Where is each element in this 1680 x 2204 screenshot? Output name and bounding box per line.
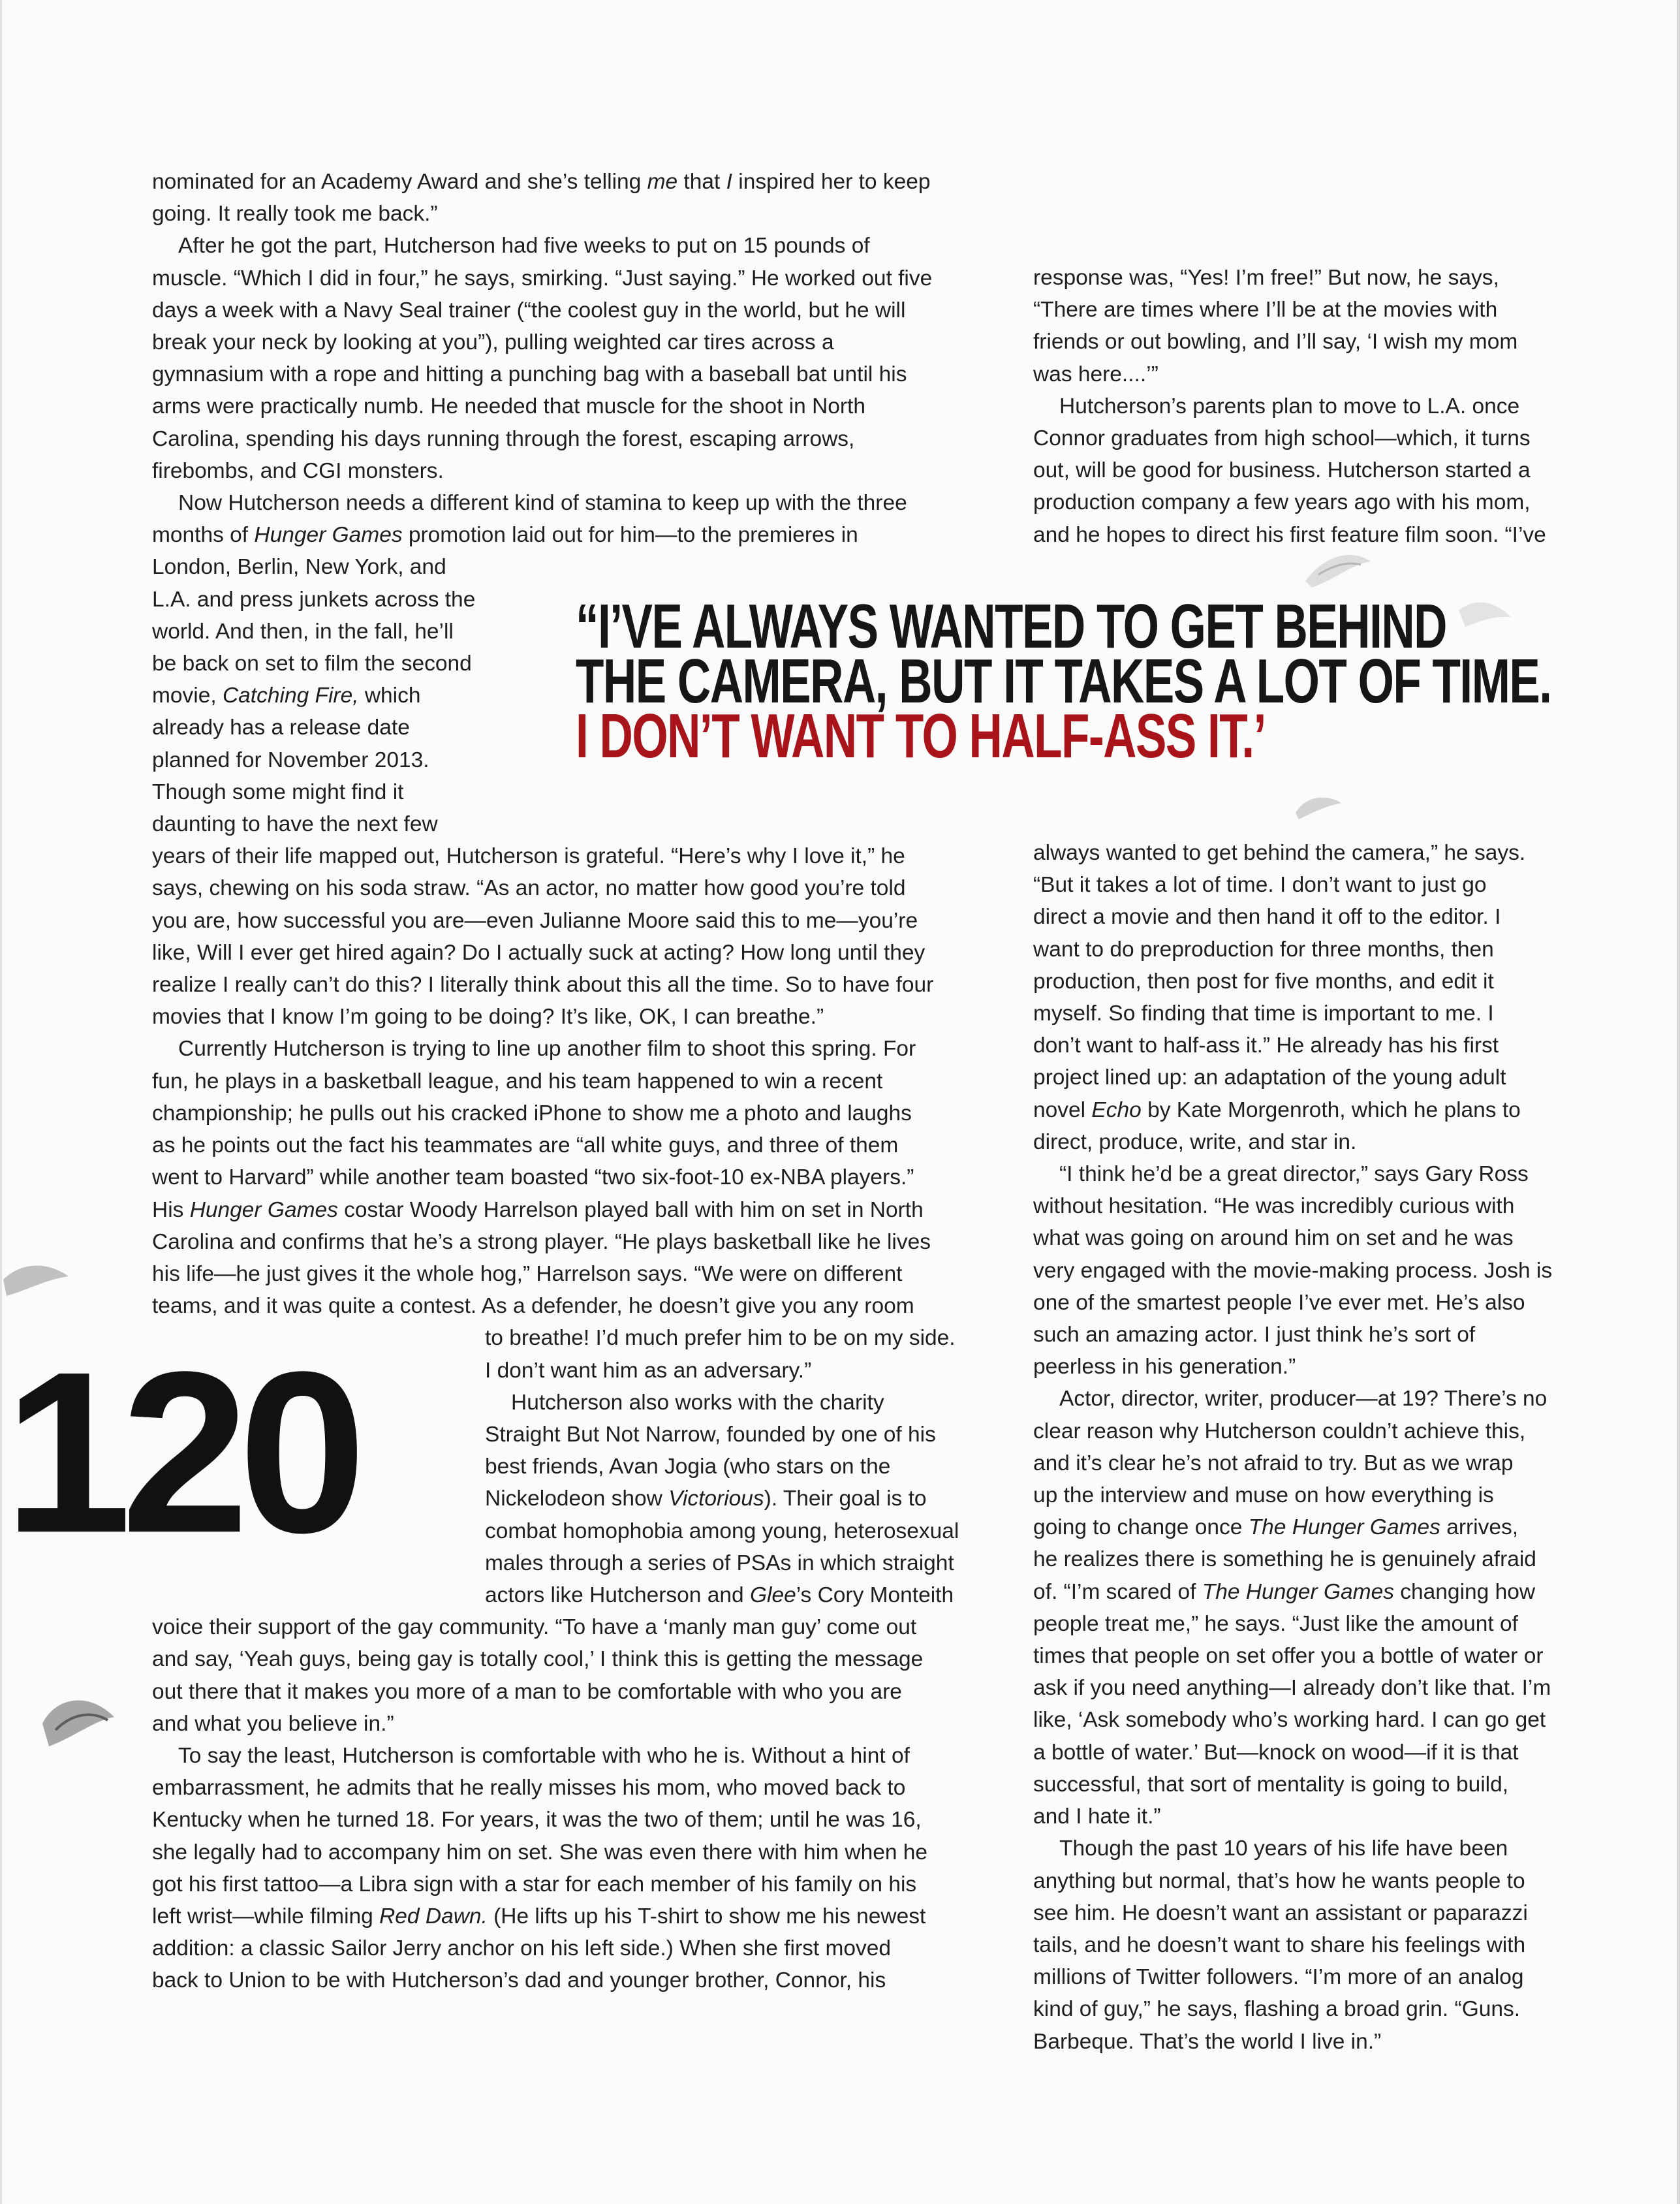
pull-quote-line-1: “I’VE ALWAYS WANTED TO GET BEHIND [576,591,1446,661]
left-column [152,166,1014,1997]
page-right-edge [1677,0,1680,2204]
right-bottom-paragraph-3: Actor, director, writer, producer—at 19? There’s no clear reason why Hutcherson couldn’t achieve this, and it’s clear he’s not afraid to try. But as we wrap up the interview and muse on how everything is going to change once The Hunger Games arrives, he realizes there is something he is genuinely afraid of. “I’m scared of The Hunger Games changing how people treat me,” he says. “Just like the amount of times that people on set offer you a bottle of water or ask if you need anything—I already don’t like that. I’m like, ‘Ask somebody who’s working hard. I can go get a bottle of water.’ But—knock on wood—if it is that successful, that sort of mentality is going to build, and I hate it.” [1033,1387,1551,1829]
right-bottom-paragraph-2: “I think he’d be a great director,” says Gary Ross without hesitation. “He was incredibly curious with what was going on around him on set and he was very engaged with the movie-making process. Josh is one of the smartest people I’ve ever met. He’s also such an amazing actor. I just think he’s sort of peerless in his generation.” [1033,1162,1553,1379]
feather-smudge-3 [1292,787,1345,826]
left-paragraph-1: nominated for an Academy Award and she’s telling me that I inspired her to keep going. It really took me back.” [152,170,931,227]
left-paragraph-3: Now Hutcherson needs a different kind of stamina to keep up with the three months of Hunger Games promotion laid out for him—to the premieres in London, Berlin, New York, and L.A. and press junkets across the world. And then, in the fall, he’ll be back on set to film the second movie, Catching Fire, which already has a release date planned for November 2013. Though some might find it daunting to have the next few years of their life mapped out, Hutcherson is grateful. “Here’s why I love it,” he says, chewing on his soda straw. “As an actor, no matter how good you’re told you are, how successful you are—even Julianne Moore said this to me—you’re like, Will I ever get hired again? Do I actually suck at acting? How long until they realize I really can’t do this? I literally think about this all the time. So to have four movies that I know I’m going to be doing? It’s like, OK, I can breathe.” [152,491,934,1030]
page-left-edge [0,0,2,2204]
feather-smudge-4 [0,1257,72,1302]
left-paragraph-5: Hutcherson also works with the charity Straight But Not Narrow, founded by one of his best friends, Avan Jogia (who stars on the Nickelodeon show Victorious). Their goal is to combat homophobia among young, heterosexual males through a series of PSAs in which straight actors like Hutcherson and Glee’s Cory Monteith voice their support of the gay community. “To have a ‘manly man guy’ come out and say, ‘Yeah guys, being gay is totally cool,’ I think this is getting the message out there that it makes you more of a man to be comfortable with who you are and what you believe in.” [152,1390,959,1736]
left-paragraph-4: Currently Hutcherson is trying to line up another film to shoot this spring. For fun, he plays in a basketball league, and his team happened to win a recent championship; he pulls out his cracked iPhone to show me a photo and laughs as he points out the fact his teammates are “all white guys, and three of them went to Harvard” while another team boasted “two six-foot-10 ex-NBA players.” His Hunger Games costar Woody Harrelson played ball with him on set in North Carolina and confirms that he’s a strong player. “He plays basketball like he lives his life—he just gives it the whole hog,” Harrelson says. “We were on different teams, and it was quite a contest. As a defender, he doesn’t give you any room to breathe! I’d much prefer him to be on my side. I don’t want him as an adversary.” [152,1037,956,1383]
right-top-paragraph-1: response was, “Yes! I’m free!” But now, he says, “There are times where I’ll be at the movies with friends or out bowling, and I’ll say, ‘I wish my mom was here....’” [1033,266,1518,386]
right-column-bottom [1033,837,1621,2058]
feather-smudge-2 [1455,591,1514,637]
feather-smudge-5 [36,1684,121,1756]
right-bottom-paragraph-1: always wanted to get behind the camera,” he says. “But it takes a lot of time. I don’t want to just go direct a movie and then hand it off to the editor. I want to do preproduction for three months, then production, then post for five months, and edit it myself. So finding that time is important to me. I don’t want to half-ass it.” He already has his first project lined up: an adaptation of the young adult novel Echo by Kate Morgenroth, which he plans to direct, produce, write, and star in. [1033,841,1526,1154]
right-top-paragraph-2: Hutcherson’s parents plan to move to L.A. once Connor graduates from high school—which, it turns out, will be good for business. Hutcherson started a production company a few years ago with his mom, and he hopes to direct his first feature film soon. “I’ve [1033,394,1546,547]
pull-quote-line-2: THE CAMERA, BUT IT TAKES A LOT OF TIME. [576,646,1551,716]
page-number: 120 [4,1323,356,1581]
right-bottom-paragraph-4: Though the past 10 years of his life have been anything but normal, that’s how he wants people to see him. He doesn’t want an assistant or paparazzi tails, and he doesn’t want to share his feelings with millions of Twitter followers. “I’m more of an analog kind of guy,” he says, flashing a broad grin. “Guns. Barbeque. That’s the world I live in.” [1033,1836,1528,2054]
left-paragraph-6: To say the least, Hutcherson is comfortable with who he is. Without a hint of embarrassment, he admits that he really misses his mom, who moved back to Kentucky when he turned 18. For years, it was the two of them; until he was 16, she legally had to accompany him on set. She was even there with him when he got his first tattoo—a Libra sign with a star for each member of his family on his left wrist—while filming Red Dawn. (He lifts up his T-shirt to show me his newest addition: a classic Sailor Jerry anchor on his left side.) When she first moved back to Union to be with Hutcherson’s dad and younger brother, Connor, his [152,1743,928,1993]
right-column-top [1033,262,1621,551]
left-paragraph-2: After he got the part, Hutcherson had five weeks to put on 15 pounds of muscle. “Which I did in four,” he says, smirking. “Just saying.” He worked out five days a week with a Navy Seal trainer (“the coolest guy in the world, but he will break your neck by looking at you”), pulling weighted car tires across a gymnasium with a rope and hitting a punching bag with a baseball bat until his arms were practically numb. He needed that muscle for the shoot in North Carolina, spending his days running through the forest, escaping arrows, firebombs, and CGI monsters. [152,234,933,483]
pull-quote [576,591,1551,771]
pull-quote-line-3: I DON’T WANT TO HALF-ASS IT.’ [576,701,1266,771]
